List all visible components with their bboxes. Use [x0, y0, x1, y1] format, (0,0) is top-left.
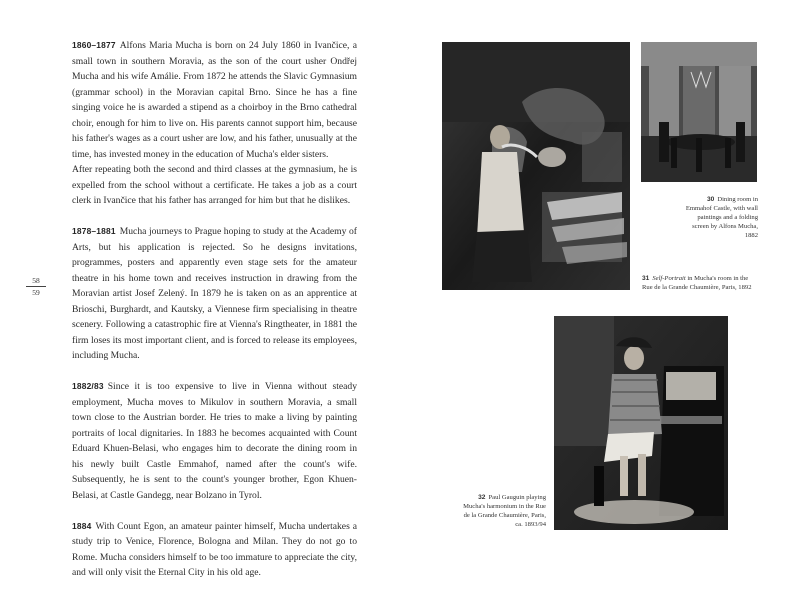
- entry-year: 1860–1877: [72, 40, 116, 50]
- entry-text: With Count Egon, an amateur painter himself, Mucha undertakes a study trip to Venice, Florence, Bologna and Milan. They do not go to Rome. Mucha considers himself to be too immature to appreciate the city, and will only visit the Eternal City in his old age.: [72, 520, 357, 578]
- page-number-right: 59: [32, 288, 40, 297]
- caption-fig32-text: Paul Gauguin playing Mucha's harmonium in the Rue de la Grande Chaumière, Paris, ca. 1893/94: [463, 494, 546, 528]
- entry-text: Alfons Maria Mucha is born on 24 July 1860 in Ivančice, a small town in southern Moravia, as the son of the court usher Ondřej Mucha and his wife Amálie. From 1872 he attends the Slavic Gymnasium (grammar school) in the Moravian capital Brno. Since he has a fine singing voice he is awarded a stipend as a choirboy in the Brno cathedral choir, enough for him to live on. His parents cannot support him, because his father's wages as a court usher are low, and his father, unusually at the time, has invested money in the education of Mucha's elder sisters.: [72, 40, 357, 160]
- entry-paragraph: [72, 38, 357, 162]
- page-number-left: 58: [32, 276, 40, 285]
- caption-fig31: [642, 274, 758, 292]
- entry-year: 1884: [72, 520, 92, 531]
- caption-fig32: [462, 493, 546, 529]
- caption-fig32-number: 32: [478, 494, 486, 501]
- caption-fig31-title: Self-Portrait: [652, 275, 686, 282]
- caption-fig30: [680, 195, 758, 240]
- entry-1878-1881: [72, 224, 357, 364]
- caption-fig31-number: 31: [642, 275, 650, 282]
- caption-fig30-number: 30: [706, 196, 715, 203]
- entry-year: 1882/83: [72, 381, 104, 391]
- entry-paragraph: [72, 379, 357, 503]
- photo-self-portrait-image: [442, 42, 630, 290]
- page-number-divider: [26, 286, 46, 287]
- photo-self-portrait: [442, 42, 630, 290]
- entry-paragraph: After repeating both the second and third classes at the gymnasium, he is expelled from the school without a certificate. He takes a job as a court clerk in Ivančice that his father has arranged for him but that he dislikes.: [72, 164, 357, 206]
- photo-dining-room-image: [641, 42, 757, 182]
- page-numbers: [22, 276, 50, 297]
- caption-fig31-text: in Mucha's room in the Rue de la Grande Chaumière, Paris, 1892: [642, 275, 752, 291]
- entry-paragraph: [72, 519, 357, 581]
- entry-paragraph: [72, 224, 357, 364]
- entry-text: Since it is too expensive to live in Vienna without steady employment, Mucha moves to Mikulov in southern Moravia, a small town close to the Austrian border. He tries to make a living by painting portraits of local dignitaries. In 1883 he becomes acquainted with Count Eduard Khuen-Belasi, who engages him to decorate the dining room in his newly built Castle Emmahof, named after the count's wife. Subsequently, he is sent to the count's younger brother, Egon Khuen-Belasi, at Castle Gandegg, near Bolzano in Tyrol.: [72, 381, 357, 501]
- entry-text: Mucha journeys to Prague hoping to study at the Academy of Arts, but his application is rejected. So he designs invitations, programmes, posters and apparently even stage sets for the amateur theatre in his home town and receives instruction in drawing from the Moravian artist Josef Zelený. In 1879 he is taken on as an apprentice at Brioschi, Burghardt, and Kautsky, a Viennese firm specialising in theatre scenery. Following a catastrophic fire at Vienna's Ringtheater, in 1881 the firm loses its most important client, and is forced to release its employees, including Mucha.: [72, 226, 357, 361]
- entry-1882-83: [72, 379, 357, 503]
- photo-dining-room: [641, 42, 757, 182]
- entry-1884: [72, 519, 357, 581]
- chronology-text: [72, 38, 357, 596]
- photo-gauguin-harmonium: [554, 316, 728, 530]
- entry-year: 1878–1881: [72, 226, 116, 236]
- photo-gauguin-harmonium-image: [554, 316, 728, 530]
- entry-1860-1877: [72, 38, 357, 209]
- caption-fig30-text: Dining room in Emmahof Castle, with wall paintings and a folding screen by Alfons Mucha, 1882: [685, 196, 758, 239]
